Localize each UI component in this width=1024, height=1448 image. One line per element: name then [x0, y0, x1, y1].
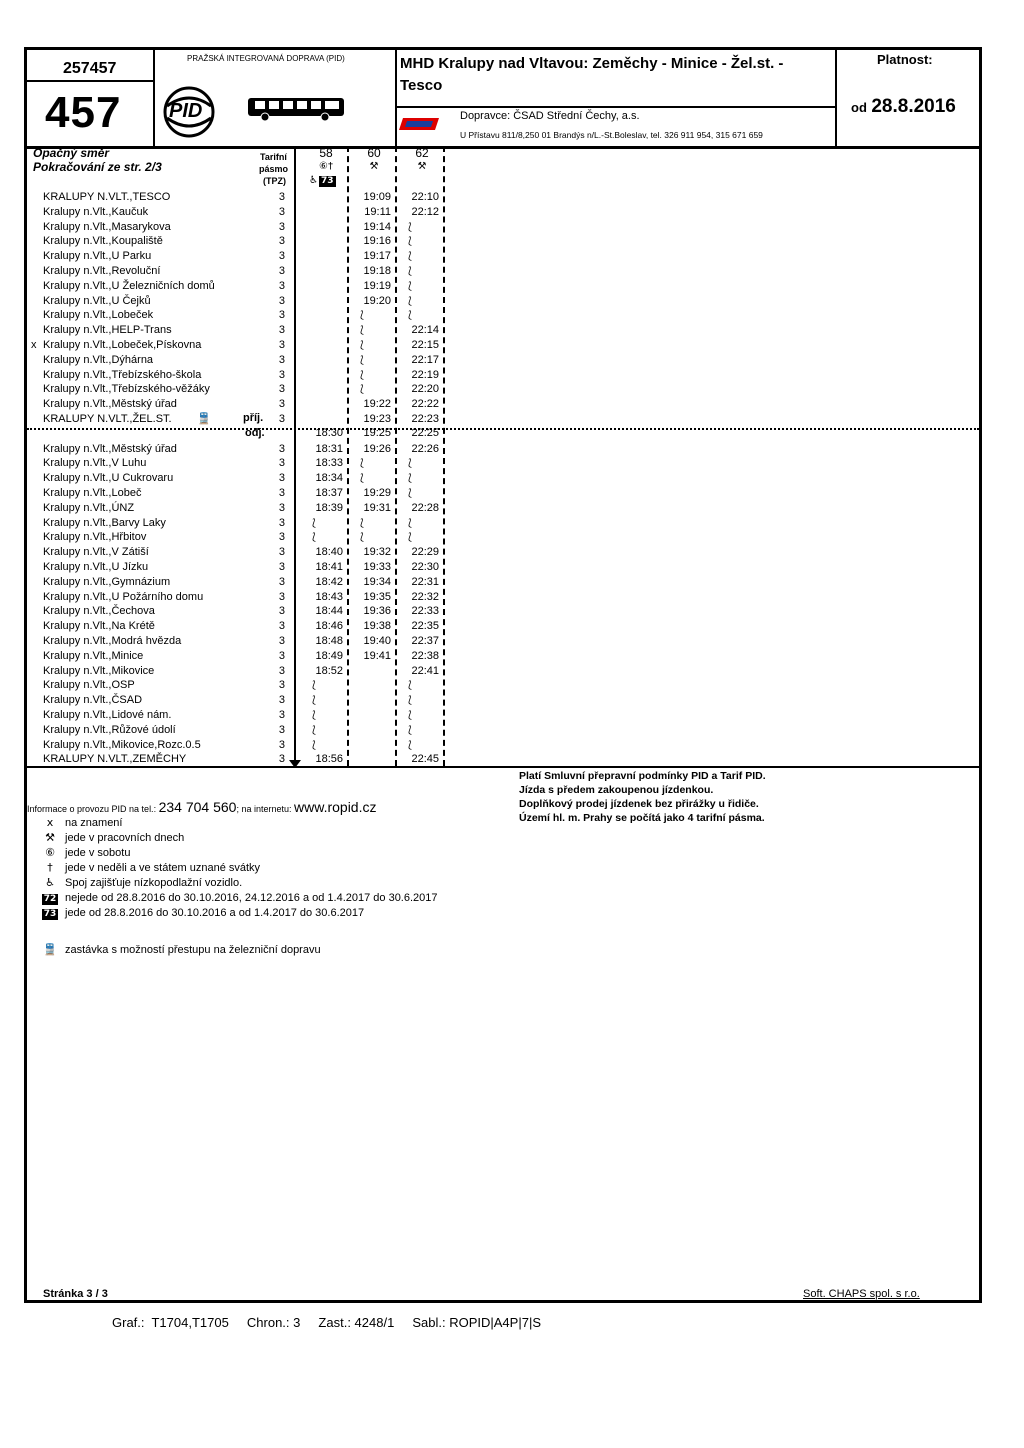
table-row: [27, 723, 467, 738]
time-cell: ⟅: [360, 384, 364, 396]
legend-symbol: ♿: [45, 876, 55, 889]
departure-label: odj.: [245, 426, 265, 439]
stop-name: Kralupy n.Vlt.,Dýhárna: [43, 353, 154, 366]
zone: 3: [278, 546, 285, 559]
time-cell: 18:39: [315, 501, 343, 514]
legend-item: [37, 816, 122, 829]
stop-name: Kralupy n.Vlt.,Třebízského-věžáky: [43, 383, 210, 396]
table-row: [27, 264, 467, 279]
stop-name: Kralupy n.Vlt.,U Jízku: [43, 561, 149, 573]
time-cell: 18:43: [315, 590, 343, 603]
zone: 3: [278, 694, 285, 707]
table-row: [27, 634, 467, 649]
time-cell: ⟅: [360, 517, 364, 529]
stop-name: KRALUPY N.VLT.,ZEMĚCHY: [43, 753, 187, 766]
time-cell: 19:33: [363, 561, 391, 573]
legend-item: [37, 906, 364, 920]
zone: 3: [278, 605, 285, 618]
phone-number: 234 704 560: [158, 799, 237, 815]
arrival-label: příj.: [243, 412, 264, 424]
stop-name: Kralupy n.Vlt.,Městský úřad: [43, 442, 177, 455]
legend-text: jede od 28.8.2016 do 30.10.2016 a od 1.4.2017 do 30.6.2017: [65, 907, 365, 919]
time-cell: 18:46: [315, 620, 343, 633]
table-row: [27, 590, 467, 605]
time-cell: 18:52: [315, 664, 343, 677]
time-cell: ⟅: [408, 680, 412, 692]
time-cell: 22:12: [411, 205, 439, 218]
zone: 3: [278, 413, 285, 425]
table-row: [27, 190, 467, 205]
time-cell: 19:29: [363, 487, 391, 499]
stop-name: Kralupy n.Vlt.,Koupaliště: [43, 235, 163, 248]
train-icon: 🚆: [197, 412, 211, 425]
website: www.ropid.cz: [294, 799, 377, 815]
time-cell: ⟅: [408, 458, 412, 470]
legend-symbol: ⚒: [45, 831, 55, 844]
zone: 3: [278, 561, 285, 573]
condition-line: Jízda s předem zakoupenou jízdenkou.: [519, 784, 714, 796]
time-cell: 19:11: [364, 205, 391, 218]
time-cell: 22:30: [411, 561, 439, 573]
time-cell: 19:34: [363, 575, 391, 588]
table-row: [27, 249, 467, 264]
zone: 3: [278, 324, 285, 337]
time-cell: ⟅: [360, 532, 364, 544]
zone: 3: [278, 457, 285, 470]
time-cell: 19:20: [363, 294, 391, 307]
table-row: [27, 442, 467, 457]
trip-notes: [309, 175, 336, 187]
legend-symbol: 🚆: [43, 943, 57, 956]
stop-name: Kralupy n.Vlt.,U Železničních domů: [43, 279, 215, 292]
time-cell: ⟅: [408, 695, 412, 707]
table-row: [27, 471, 467, 486]
table-row: [27, 664, 467, 679]
legend-item: [37, 891, 438, 905]
stop-name: Kralupy n.Vlt.,Revoluční: [43, 265, 161, 277]
stop-name: KRALUPY N.VLT.,ŽEL.ST.: [43, 413, 172, 425]
legend-symbol: †: [47, 861, 53, 874]
stop-name: Kralupy n.Vlt.,Gymnázium: [43, 575, 171, 588]
time-cell: 22:23: [411, 413, 439, 425]
table-row: [27, 678, 467, 693]
down-arrow-icon: [288, 750, 302, 773]
zone-header-1: Tarifní: [260, 152, 287, 162]
time-cell: ⟅: [360, 369, 364, 381]
arrival-departure-separator: [27, 428, 979, 430]
time-cell: ⟅: [408, 251, 412, 263]
zone: 3: [278, 635, 285, 647]
continued-label: Pokračování ze str. 2/3: [33, 160, 162, 174]
table-row: [27, 220, 467, 235]
time-cell: 18:42: [315, 575, 343, 588]
time-cell: 19:16: [363, 235, 391, 248]
stop-name: Kralupy n.Vlt.,Modrá hvězda: [43, 635, 182, 647]
table-row: [27, 382, 467, 397]
zone: 3: [278, 664, 285, 677]
route-title-line2: Tesco: [400, 77, 443, 94]
phone-prefix: Informace o provozu PID na tel.:: [27, 804, 157, 814]
departure-time: 19:25: [363, 426, 391, 439]
time-cell: ⟅: [408, 739, 412, 751]
time-cell: 18:37: [315, 487, 343, 499]
line-code: 257457: [63, 60, 117, 77]
departure-time: 18:30: [315, 426, 343, 439]
pid-logo-text: PID: [169, 100, 203, 122]
time-cell: 19:40: [363, 635, 391, 647]
legend-item: [37, 861, 260, 874]
table-row: [27, 338, 467, 353]
legend-item: [37, 846, 130, 859]
validity-label: Platnost:: [877, 52, 933, 67]
time-cell: 22:33: [411, 605, 439, 618]
validity-date-value: 28.8.2016: [871, 96, 956, 117]
time-cell: 19:23: [363, 413, 391, 425]
time-cell: ⟅: [312, 710, 316, 721]
zone: 3: [278, 531, 285, 544]
zone: 3: [278, 398, 285, 411]
time-cell: 22:10: [411, 191, 439, 203]
table-row: [27, 234, 467, 249]
trip-number: 58: [319, 146, 333, 160]
time-cell: 18:40: [315, 546, 343, 559]
time-cell: 19:17: [363, 250, 391, 263]
table-row: [27, 323, 467, 338]
zone: 3: [278, 368, 285, 381]
time-cell: 22:31: [411, 575, 439, 588]
legend-text: jede v neděli a ve státem uznané svátky: [65, 862, 261, 874]
time-cell: 22:19: [411, 368, 439, 381]
table-row: [27, 294, 467, 309]
time-cell: ⟅: [408, 266, 412, 277]
legend-text: nejede od 28.8.2016 do 30.10.2016, 24.12.2016 a od 1.4.2017 do 30.6.2017: [65, 892, 438, 904]
time-cell: ⟅: [312, 680, 316, 692]
time-cell: ⟅: [408, 724, 412, 736]
stop-name: Kralupy n.Vlt.,U Čejků: [43, 294, 151, 307]
zone: 3: [278, 383, 285, 396]
table-row: [27, 545, 467, 560]
zone: 3: [278, 753, 285, 766]
table-row: [27, 560, 467, 575]
zone: 3: [278, 339, 285, 351]
table-row: [27, 308, 467, 323]
legend-badge: 73: [43, 909, 57, 919]
legend-symbol: ⑥: [45, 846, 55, 859]
time-cell: 22:15: [411, 339, 439, 351]
time-cell: ⟅: [312, 695, 316, 707]
time-cell: 18:56: [315, 753, 343, 766]
note-badge: 73: [320, 176, 334, 186]
time-cell: ⟅: [312, 532, 316, 544]
table-row: [27, 205, 467, 220]
time-cell: 19:38: [363, 620, 391, 633]
table-row: [27, 693, 467, 708]
info-line: [27, 799, 376, 815]
zone: 3: [278, 709, 285, 721]
time-cell: ⟅: [408, 532, 412, 544]
time-cell: ⟅: [360, 325, 364, 337]
stop-name: Kralupy n.Vlt.,Masarykova: [43, 220, 171, 233]
zone-header-3: (TPZ): [263, 176, 286, 186]
table-row: [27, 708, 467, 723]
direction-label: Opačný směr: [33, 146, 110, 160]
time-cell: ⟅: [312, 724, 316, 736]
table-row: [27, 501, 467, 516]
time-cell: 22:37: [411, 635, 439, 647]
zone: 3: [278, 590, 285, 603]
time-cell: 22:26: [411, 442, 439, 455]
stop-name: Kralupy n.Vlt.,ÚNZ: [43, 501, 135, 514]
time-cell: ⟅: [360, 354, 364, 366]
stop-name: Kralupy n.Vlt.,U Parku: [43, 250, 152, 263]
trip-number: 62: [415, 146, 429, 160]
zone: 3: [278, 620, 285, 633]
table-row: [27, 279, 467, 294]
condition-line: Doplňkový prodej jízdenek bez přirážky u řidiče.: [519, 798, 759, 810]
legend-item: [37, 831, 184, 844]
route-title-line1: MHD Kralupy nad Vltavou: Zeměchy - Minice - Žel.st. -: [400, 55, 784, 72]
table-row: [27, 649, 467, 664]
time-cell: 22:20: [411, 383, 439, 396]
table-row: [27, 516, 467, 531]
time-cell: 18:31: [315, 442, 343, 455]
stop-name: Kralupy n.Vlt.,Mikovice: [43, 664, 155, 677]
carrier-address: U Přístavu 811/8,250 01 Brandýs n/L.-St.Boleslav, tel. 326 911 954, 315 671 659: [460, 130, 763, 140]
time-cell: ⟅: [408, 473, 412, 485]
zone: 3: [278, 487, 285, 499]
stop-name: Kralupy n.Vlt.,Lobeč: [43, 487, 142, 499]
stop-name: Kralupy n.Vlt.,V Zátiší: [43, 546, 149, 559]
trip-days-symbol: ⚒: [369, 161, 379, 172]
time-cell: ⟅: [360, 310, 364, 322]
table-row: [27, 530, 467, 545]
legend-text: na znamení: [65, 817, 123, 829]
trip-days-symbol: ⑥†: [319, 161, 333, 172]
stop-name: Kralupy n.Vlt.,U Cukrovaru: [43, 472, 174, 485]
time-cell: 18:33: [315, 457, 343, 470]
stop-name: Kralupy n.Vlt.,Lidové nám.: [43, 709, 172, 721]
legend-text: jede v sobotu: [65, 847, 131, 859]
time-cell: ⟅: [360, 340, 364, 351]
table-row: [27, 397, 467, 412]
pid-logo: [159, 86, 219, 138]
table-bottom-rule: [27, 766, 979, 768]
time-cell: 22:45: [411, 753, 439, 766]
stop-name: Kralupy n.Vlt.,Městský úřad: [43, 398, 177, 411]
legend-text: zastávka s možností přestupu na železniční dopravu: [65, 944, 321, 956]
page-indicator: Stránka 3 / 3: [43, 1288, 108, 1300]
time-cell: ⟅: [360, 473, 364, 485]
time-cell: ⟅: [360, 458, 364, 470]
zone: 3: [278, 205, 285, 218]
trip-number: 60: [367, 146, 381, 160]
stop-name: Kralupy n.Vlt.,OSP: [43, 679, 135, 692]
time-cell: 19:18: [363, 265, 391, 277]
zone: 3: [278, 265, 285, 277]
stop-name: Kralupy n.Vlt.,Barvy Laky: [43, 516, 166, 529]
legend-text: Spoj zajišťuje nízkopodlažní vozidlo.: [65, 877, 243, 889]
zone: 3: [278, 472, 285, 485]
stop-name: KRALUPY N.VLT.,TESCO: [43, 191, 171, 203]
table-row: [27, 738, 467, 753]
zone: 3: [278, 649, 285, 662]
time-cell: 22:32: [411, 590, 439, 603]
trip-days-symbol: ⚒: [417, 161, 427, 172]
time-cell: 19:22: [363, 398, 391, 411]
stop-name: Kralupy n.Vlt.,Mikovice,Rozc.0.5: [43, 738, 201, 751]
condition-line: Platí Smluvní přepravní podmínky PID a Tarif PID.: [519, 770, 766, 782]
zone: 3: [278, 353, 285, 366]
time-cell: 18:34: [315, 472, 343, 485]
time-cell: 22:41: [411, 664, 439, 677]
legend-symbol: [37, 906, 63, 920]
time-cell: 22:22: [411, 398, 439, 411]
time-cell: ⟅: [312, 739, 316, 751]
zone: 3: [278, 575, 285, 588]
header: [27, 50, 979, 149]
legend-item: [37, 876, 242, 889]
request-stop-mark: x: [31, 339, 37, 351]
table-row: [27, 456, 467, 471]
time-cell: 18:41: [315, 561, 343, 573]
wheelchair-icon: ♿: [309, 175, 318, 186]
zone-header-2: pásmo: [259, 164, 289, 174]
time-cell: 18:44: [315, 605, 343, 618]
time-cell: 22:38: [411, 649, 439, 662]
time-cell: 22:28: [411, 501, 439, 514]
time-cell: 22:17: [411, 353, 439, 366]
bus-icon: [247, 96, 347, 127]
legend-text: jede v pracovních dnech: [65, 832, 185, 844]
carrier-logo: [399, 116, 439, 137]
time-cell: ⟅: [408, 488, 412, 499]
table-row: [27, 353, 467, 368]
table-row: [27, 486, 467, 501]
stop-name: Kralupy n.Vlt.,ČSAD: [43, 694, 143, 707]
time-cell: 19:14: [363, 220, 391, 233]
time-cell: ⟅: [408, 280, 412, 292]
legend-symbol: [37, 891, 63, 905]
time-cell: 18:49: [315, 649, 343, 662]
web-prefix: ; na internetu:: [236, 804, 292, 814]
table-row: [27, 619, 467, 634]
time-cell: 19:35: [363, 590, 391, 603]
condition-line: Území hl. m. Prahy se počítá jako 4 tarifní pásma.: [519, 812, 765, 824]
footer-meta: Graf.: T1704,T1705 Chron.: 3 Zast.: 4248/1 Sabl.: ROPID|A4P|7|S: [112, 1315, 541, 1330]
time-cell: 22:29: [411, 546, 439, 559]
org-name: PRAŽSKÁ INTEGROVANÁ DOPRAVA (PID): [187, 54, 345, 63]
stop-name: Kralupy n.Vlt.,Minice: [43, 649, 144, 662]
zone: 3: [278, 294, 285, 307]
time-cell: 19:19: [363, 279, 391, 292]
zone: 3: [278, 235, 285, 248]
zone: 3: [278, 501, 285, 514]
zone: 3: [278, 220, 285, 233]
zone: 3: [278, 679, 285, 692]
table-row: [27, 368, 467, 383]
zone: 3: [278, 191, 285, 203]
stop-name: Kralupy n.Vlt.,Lobeček: [43, 309, 154, 322]
legend-symbol: x: [46, 816, 54, 829]
time-cell: ⟅: [408, 310, 412, 322]
time-cell: 19:32: [363, 546, 391, 559]
table-row: [27, 604, 467, 619]
validity-date-prefix: od: [851, 100, 867, 115]
legend-badge: 72: [43, 894, 57, 904]
time-cell: ⟅: [312, 517, 316, 529]
stop-name: Kralupy n.Vlt.,Třebízského-škola: [43, 368, 202, 381]
stop-name: Kralupy n.Vlt.,HELP-Trans: [43, 324, 172, 337]
zone: 3: [278, 516, 285, 529]
zone: 3: [278, 279, 285, 292]
time-cell: 19:41: [363, 649, 391, 662]
stop-name: Kralupy n.Vlt.,Čechova: [43, 605, 155, 618]
time-cell: 22:14: [411, 324, 439, 337]
zone: 3: [278, 442, 285, 455]
stop-name: Kralupy n.Vlt.,Na Krétě: [43, 620, 155, 633]
stop-name: Kralupy n.Vlt.,Růžové údolí: [43, 723, 176, 736]
legend-item: [37, 943, 321, 956]
time-cell: 19:09: [363, 191, 391, 203]
time-cell: 19:26: [363, 442, 391, 455]
time-cell: 19:31: [363, 501, 391, 514]
stop-name: Kralupy n.Vlt.,V Luhu: [43, 457, 147, 470]
zone: 3: [278, 738, 285, 751]
zone: 3: [278, 723, 285, 736]
departure-time: 22:25: [411, 426, 439, 439]
stop-name: Kralupy n.Vlt.,Lobeček,Pískovna: [43, 339, 202, 351]
carrier: Dopravce: ČSAD Střední Čechy, a.s.: [460, 110, 640, 122]
zone: 3: [278, 250, 285, 263]
line-number: 457: [45, 88, 122, 137]
time-cell: ⟅: [408, 295, 412, 307]
stop-name: Kralupy n.Vlt.,U Požárního domu: [43, 590, 204, 603]
time-cell: ⟅: [408, 710, 412, 721]
time-cell: 22:35: [411, 620, 439, 633]
stop-name: Kralupy n.Vlt.,Hřbitov: [43, 531, 147, 544]
time-cell: 19:36: [363, 605, 391, 618]
stop-name: Kralupy n.Vlt.,Kaučuk: [43, 205, 149, 218]
zone: 3: [278, 309, 285, 322]
validity-date: [851, 96, 956, 118]
time-cell: ⟅: [408, 517, 412, 529]
time-cell: ⟅: [408, 221, 412, 233]
software-credit: Soft. CHAPS spol. s r.o.: [803, 1288, 920, 1300]
table-row: [27, 575, 467, 590]
time-cell: 18:48: [315, 635, 343, 647]
timetable-frame: [24, 47, 982, 1303]
time-cell: ⟅: [408, 236, 412, 248]
